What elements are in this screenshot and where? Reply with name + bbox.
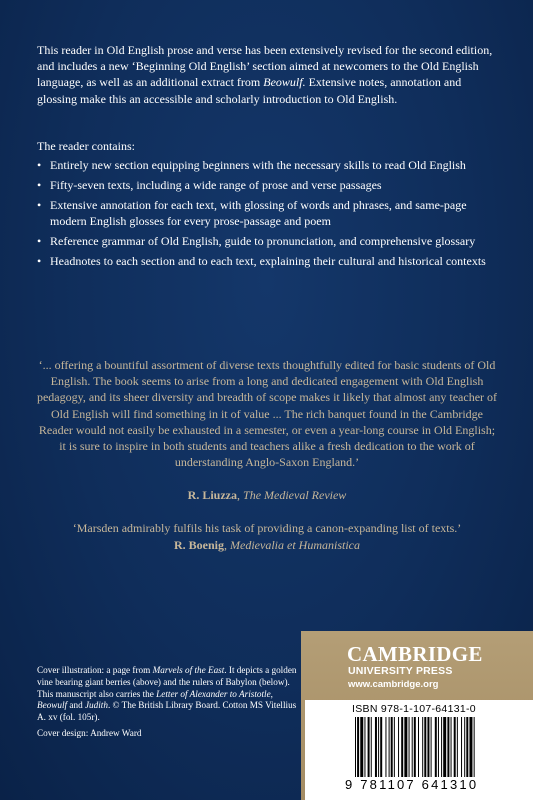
barcode-bar [418, 717, 419, 777]
barcode-bar [454, 717, 456, 777]
barcode-bar [431, 717, 432, 777]
barcode-bar [368, 717, 370, 777]
barcode-bar [424, 717, 426, 777]
credit-text: . It depicts a golden vine bearing giant berries (above) and the rulers of Babylon (below). This manuscript also carries the [37, 665, 297, 699]
feature-list [37, 157, 499, 273]
feature-text: Fifty-seven texts, including a wide range of prose and verse passages [50, 178, 382, 192]
barcode-bar [394, 717, 395, 777]
review-quote-boenig: ‘Marsden admirably fulfils his task of providing a canon-expanding list of texts.’ [72, 521, 462, 535]
barcode-bar [364, 717, 365, 777]
feature-text: Headnotes to each section and to each text, explaining their cultural and historical contexts [50, 254, 486, 268]
barcode-bar [398, 717, 399, 777]
credit-title: Letter of Alexander to Aristotle [156, 688, 271, 699]
bullet-icon: • [37, 234, 42, 248]
barcode-bar [357, 717, 359, 777]
barcode-bar [375, 717, 377, 777]
credit-title: Marvels of the East [152, 665, 225, 675]
barcode-bar [451, 717, 452, 777]
barcode-panel [305, 700, 533, 800]
barcode-digits: 9 781107 641310 [345, 777, 479, 792]
barcode-bar [360, 717, 363, 777]
contents-heading: The reader contains: [37, 139, 135, 153]
barcode-bar [457, 717, 458, 777]
barcode-bar [464, 717, 465, 777]
barcode-bar [461, 717, 462, 777]
barcode-bar [443, 717, 446, 777]
review-quote-liuzza: ‘... offering a bountiful assortment of diverse texts thoughtfully edited for basic students of Old English. The book seems to arise from a long and dedicated engagement with Old English pedagogy, and its sheer diversity and breadth of scope makes it likely that almost any teacher of Old English will find something in it of value ... The rich banquet found in the Cambridge Reader would not easily be exhausted in a semester, or even a year-long course in Old English; it is sure to inspire in both students and teachers alike a fresh dedication to the work of understanding Anglo-Saxon England.’ [36, 358, 498, 470]
review-attribution-liuzza: R. Liuzza, The Medieval Review [187, 488, 347, 502]
barcode-bar [412, 717, 413, 777]
barcode-bar [401, 717, 403, 777]
feature-item [37, 177, 499, 193]
barcode-bar [355, 717, 356, 777]
credit-title: Judith [84, 700, 108, 711]
feature-text: Reference grammar of Old English, guide to pronunciation, and comprehensive glossary [50, 234, 476, 248]
isbn-label: ISBN 978-1-107-64131-0 [352, 703, 476, 715]
bullet-icon: • [37, 254, 42, 268]
reviewer-name: R. Boenig [174, 538, 225, 552]
credit-text: . © The British Library Board. Cotton MS Vitellius A. xv (fol. 105r). [37, 700, 297, 723]
barcode-bar [447, 717, 449, 777]
bullet-icon: • [37, 158, 42, 172]
feature-item [37, 157, 499, 173]
cover-design-credit: Cover design: Andrew Ward [37, 727, 142, 738]
barcode-bar [409, 717, 410, 777]
review-source: The Medieval Review [243, 488, 347, 502]
barcode-bar [427, 717, 429, 777]
credit-title: Beowulf [37, 700, 68, 711]
review-attribution-boenig: R. Boenig, Medievalia et Humanistica [174, 538, 360, 552]
barcode-bar [474, 717, 475, 777]
credit-text: and [67, 700, 85, 711]
description-text-end: Extensive notes, annotation and glossing make this an accessible and scholarly introduction to Old English. [37, 75, 462, 106]
publisher-logo: CAMBRIDGE [347, 642, 483, 666]
reviewer-name: R. Liuzza [187, 488, 238, 502]
cover-credits [37, 665, 297, 740]
barcode-bar [391, 717, 393, 777]
feature-item [37, 197, 499, 229]
barcode-bar [380, 717, 382, 777]
barcode-bar [438, 717, 439, 777]
beowulf-title: Beowulf. [263, 75, 306, 90]
barcode-bar [404, 717, 407, 777]
barcode-bar [414, 717, 416, 777]
feature-item [37, 233, 499, 249]
feature-text: Extensive annotation for each text, with glossing of words and phrases, and same-page modern English glosses for every prose-passage and poem [50, 198, 467, 228]
credit-text: , [270, 688, 273, 699]
barcode-bar [435, 717, 437, 777]
feature-item [37, 253, 499, 269]
credit-text: Cover illustration: a page from [37, 665, 153, 675]
barcode-bar [378, 717, 379, 777]
barcode-bar [466, 717, 468, 777]
feature-text: Entirely new section equipping beginners with the necessary skills to read Old English [50, 158, 466, 172]
barcode-bar [469, 717, 472, 777]
review-source: Medievalia et Humanistica [230, 538, 360, 552]
barcode-icon [355, 717, 521, 777]
barcode-bar [422, 717, 423, 777]
bullet-icon: • [37, 198, 42, 212]
publisher-subtitle: UNIVERSITY PRESS [348, 665, 453, 677]
barcode-bar [389, 717, 390, 777]
bullet-icon: • [37, 178, 42, 192]
publisher-url: www.cambridge.org [348, 679, 439, 690]
barcode-bar [385, 717, 386, 777]
barcode-bar [441, 717, 442, 777]
description-paragraph [37, 42, 499, 107]
description-text: This reader in Old English prose and verse has been extensively revised for the second edition, and includes a new ‘Beginning Old English’ section aimed at newcomers to the Old English language, as well as an additional extract from [37, 43, 493, 90]
barcode-bar [371, 717, 372, 777]
